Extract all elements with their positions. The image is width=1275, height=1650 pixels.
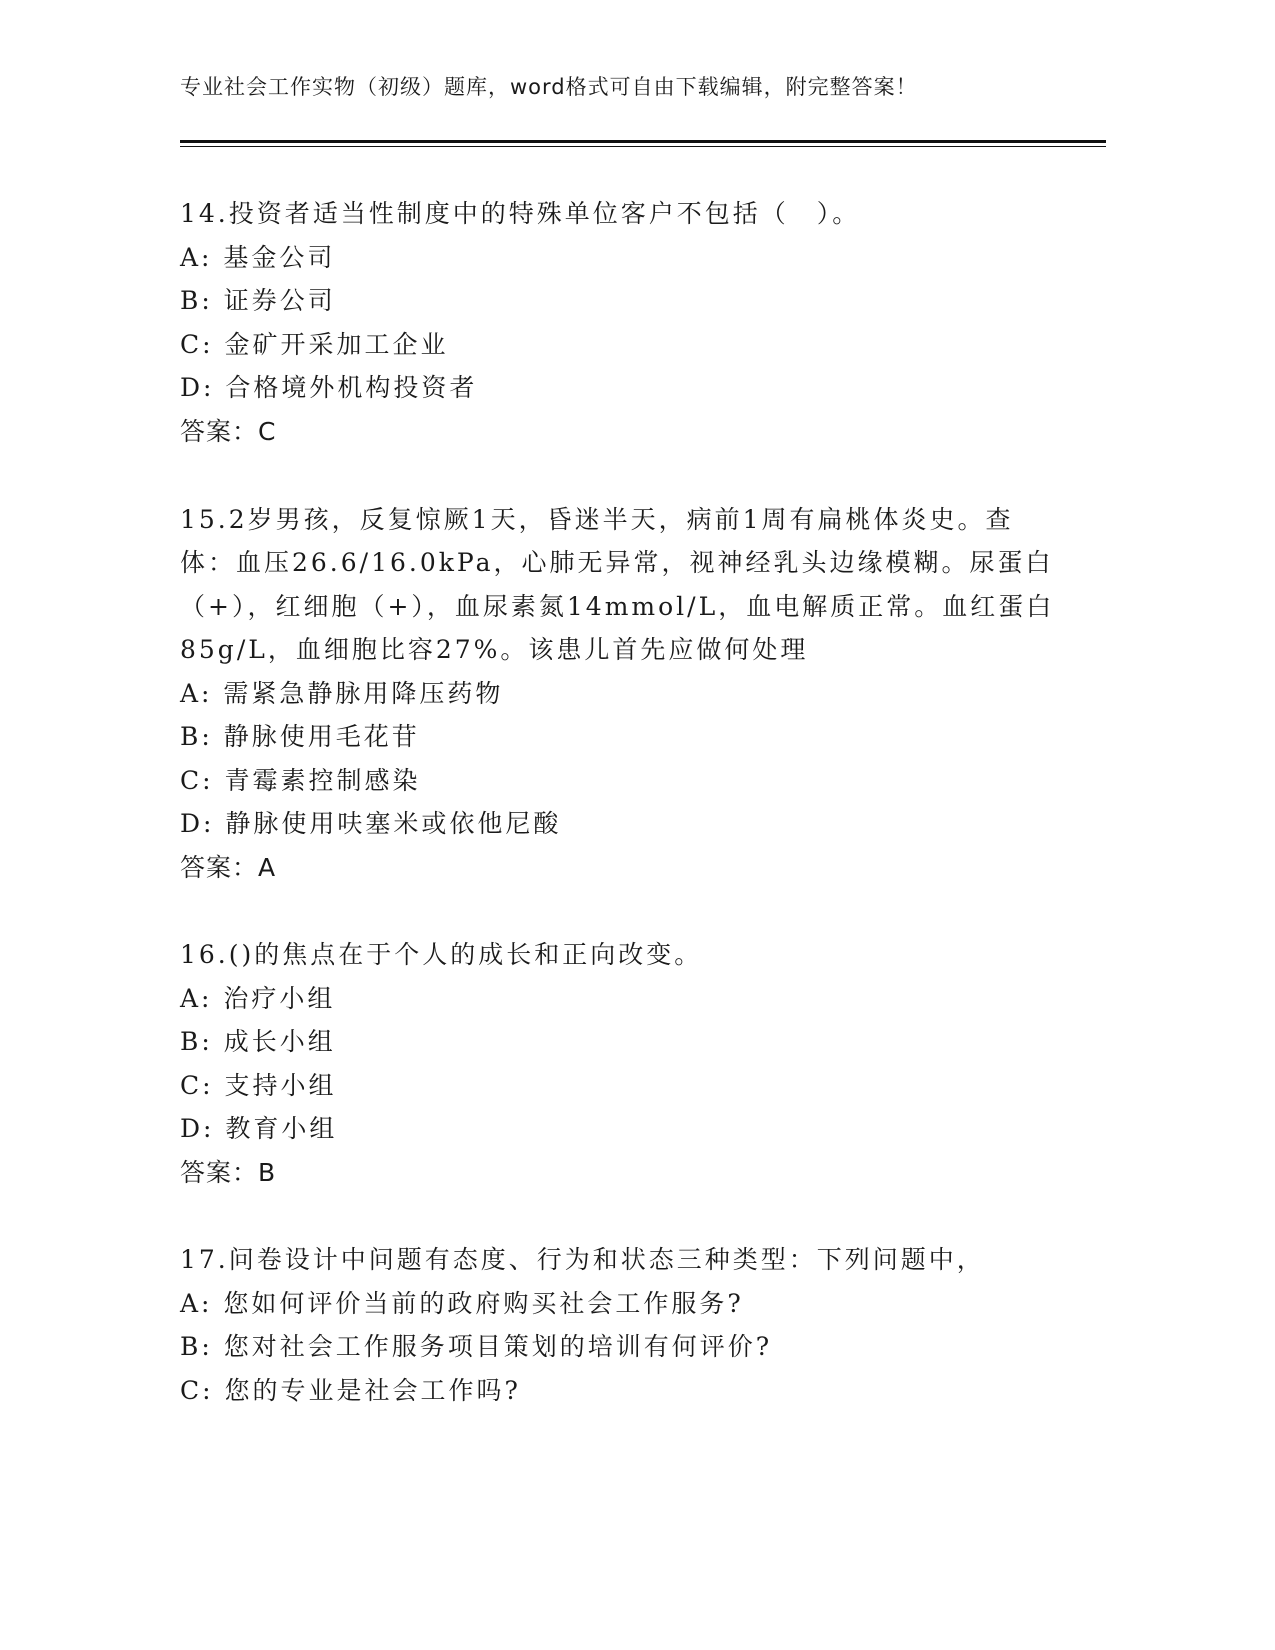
question-15-answer: 答案：A <box>180 853 277 882</box>
question-17-stem: 17.问卷设计中问题有态度、行为和状态三种类型：下列问题中， <box>180 1245 985 1274</box>
question-14-option-c: C: 金矿开采加工企业 <box>180 330 449 359</box>
question-17-option-c: C: 您的专业是社会工作吗? <box>180 1376 521 1405</box>
question-15-stem-line-3: （+），红细胞（+），血尿素氮14mmol/L，血电解质正常。血红蛋白 <box>180 592 1055 621</box>
question-16-option-b: B: 成长小组 <box>180 1027 336 1056</box>
question-15-option-c: C: 青霉素控制感染 <box>180 766 421 795</box>
question-16-stem: 16.()的焦点在于个人的成长和正向改变。 <box>180 940 703 969</box>
question-15-stem-line-4: 85g/L，血细胞比容27%。该患儿首先应做何处理 <box>180 635 809 664</box>
question-17-option-b: B: 您对社会工作服务项目策划的培训有何评价? <box>180 1332 773 1361</box>
question-14-answer: 答案：C <box>180 417 277 446</box>
question-15-option-a: A: 需紧急静脉用降压药物 <box>180 679 504 708</box>
question-15-stem-line-1: 15.2岁男孩，反复惊厥1天，昏迷半天，病前1周有扁桃体炎史。查 <box>180 505 1014 534</box>
question-16-option-c: C: 支持小组 <box>180 1071 337 1100</box>
question-16-option-a: A: 治疗小组 <box>180 984 336 1013</box>
question-14-option-d: D: 合格境外机构投资者 <box>180 373 478 402</box>
question-17-option-a: A: 您如何评价当前的政府购买社会工作服务? <box>180 1289 744 1318</box>
question-15-option-b: B: 静脉使用毛花苷 <box>180 722 420 751</box>
question-16-answer: 答案：B <box>180 1158 277 1187</box>
page-header: 专业社会工作实物（初级）题库，word格式可自由下载编辑，附完整答案！ <box>180 75 918 99</box>
header-rule-thin <box>180 146 1106 147</box>
question-15-stem-line-2: 体：血压26.6/16.0kPa，心肺无异常，视神经乳头边缘模糊。尿蛋白 <box>180 548 1054 577</box>
question-14-option-b: B: 证券公司 <box>180 286 336 315</box>
header-rule-thick <box>180 140 1106 143</box>
question-16-option-d: D: 教育小组 <box>180 1114 338 1143</box>
question-15-option-d: D: 静脉使用呋塞米或依他尼酸 <box>180 809 562 838</box>
question-14-option-a: A: 基金公司 <box>180 243 336 272</box>
question-14-stem: 14.投资者适当性制度中的特殊单位客户不包括（ ）。 <box>180 199 861 228</box>
